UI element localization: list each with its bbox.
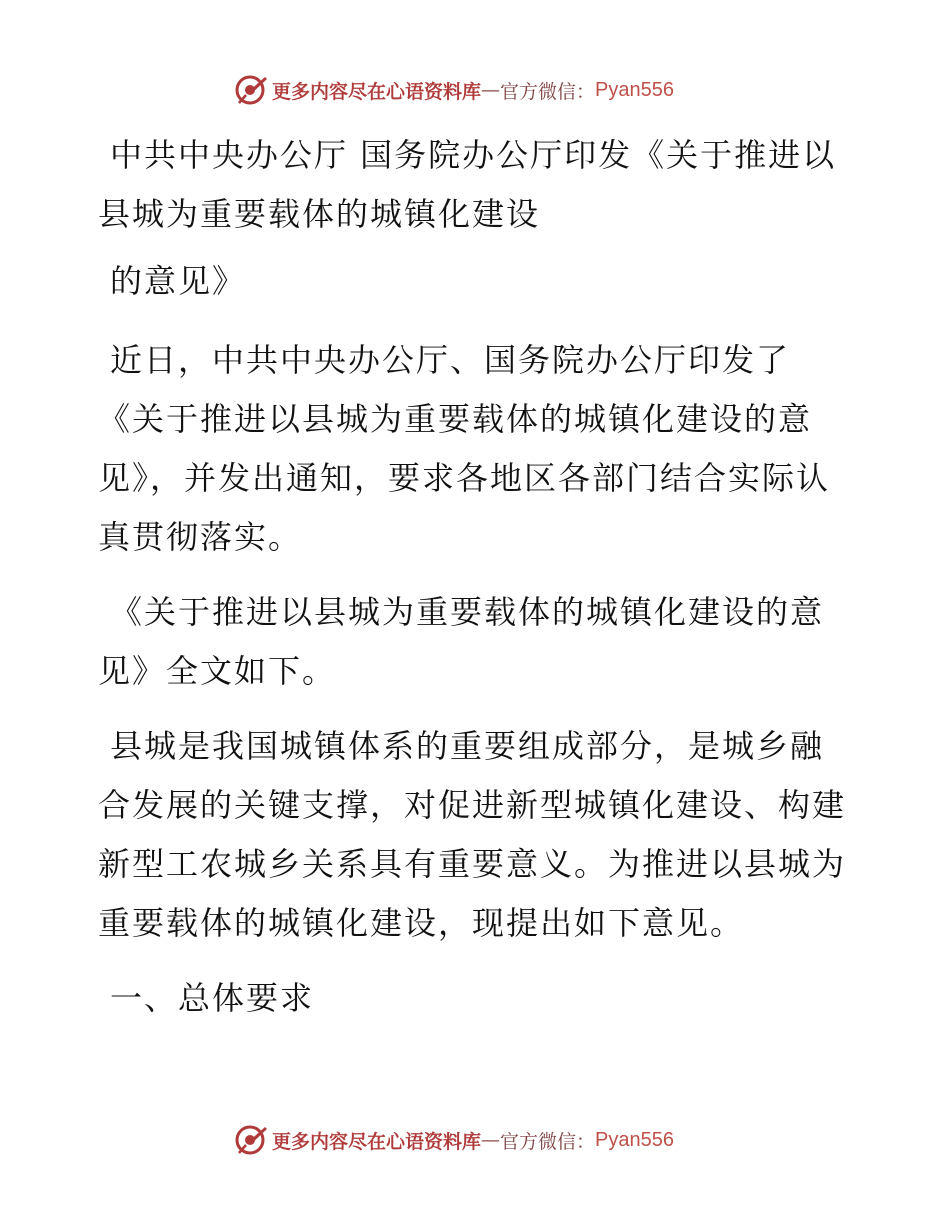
document-title: 中共中央办公厅 国务院办公厅印发《关于推进以县城为重要载体的城镇化建设 bbox=[98, 136, 837, 233]
pen-logo-icon bbox=[234, 73, 268, 107]
pen-logo-icon bbox=[234, 1123, 268, 1157]
section-heading: 一、总体要求 bbox=[110, 979, 315, 1017]
watermark-wechat-id: Pyan556 bbox=[595, 78, 674, 101]
watermark-wechat-id: Pyan556 bbox=[595, 1128, 674, 1151]
paragraph-intro: 近日，中共中央办公厅、国务院办公厅印发了《关于推进以县城为重要载体的城镇化建设的意见》，并发出通知，要求各地区各部门结合实际认真贯彻落实。 bbox=[98, 341, 831, 556]
watermark-dash: — bbox=[481, 1129, 501, 1151]
document-title-continued: 的意见》 bbox=[110, 262, 247, 300]
watermark-library-text: 更多内容尽在心语资料库 bbox=[272, 80, 482, 103]
document-body bbox=[98, 126, 852, 1044]
watermark-footer bbox=[234, 1122, 674, 1158]
watermark-wechat-label: 官方微信： bbox=[500, 1130, 596, 1153]
watermark-header bbox=[234, 72, 674, 108]
watermark-dash: — bbox=[481, 79, 501, 101]
watermark-wechat-label: 官方微信： bbox=[500, 80, 596, 103]
paragraph-preamble: 县城是我国城镇体系的重要组成部分，是城乡融合发展的关键支撑，对促进新型城镇化建设、构建新型工农城乡关系具有重要意义。为推进以县城为重要载体的城镇化建设，现提出如下意见。 bbox=[98, 727, 847, 942]
paragraph-fulltext-note: 《关于推进以县城为重要载体的城镇化建设的意见》全文如下。 bbox=[98, 593, 825, 690]
watermark-library-text: 更多内容尽在心语资料库 bbox=[272, 1130, 482, 1153]
